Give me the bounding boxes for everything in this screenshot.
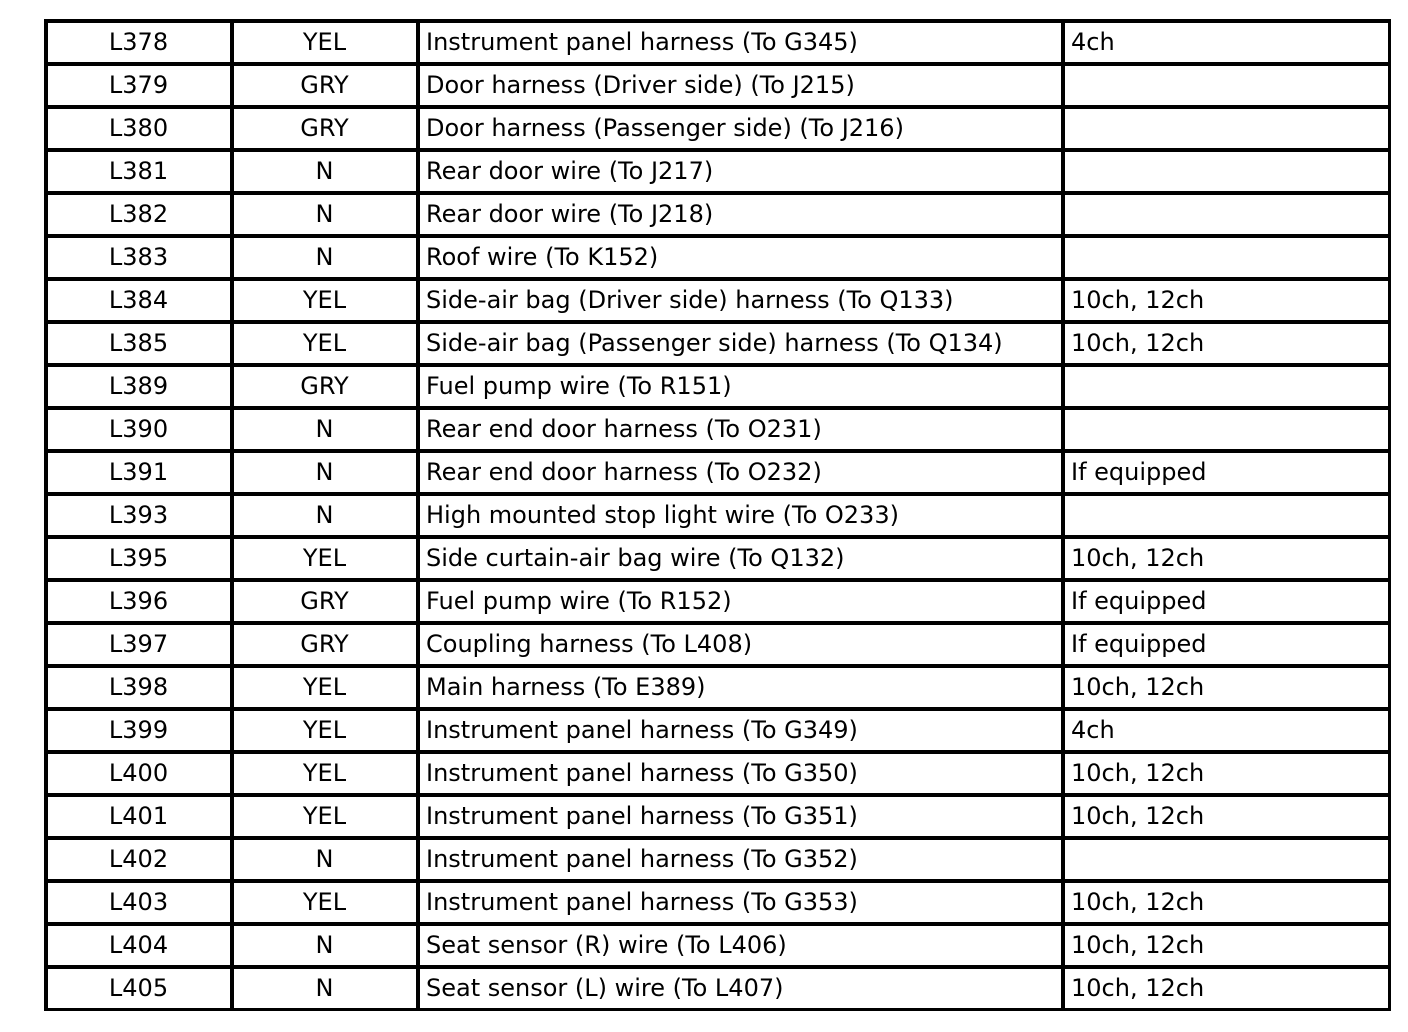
connector-code-cell: L381 bbox=[47, 151, 233, 194]
connector-description-cell: Rear end door harness (To O232) bbox=[419, 452, 1064, 495]
connector-table bbox=[44, 19, 1391, 1011]
connector-code-cell: L403 bbox=[47, 882, 233, 925]
connector-description-cell: Instrument panel harness (To G349) bbox=[419, 710, 1064, 753]
connector-code-cell: L393 bbox=[47, 495, 233, 538]
connector-description-cell: Side-air bag (Driver side) harness (To Q133) bbox=[419, 280, 1064, 323]
connector-description-cell: Main harness (To E389) bbox=[419, 667, 1064, 710]
connector-description-cell: Rear door wire (To J217) bbox=[419, 151, 1064, 194]
connector-code-cell: L399 bbox=[47, 710, 233, 753]
connector-color-cell: GRY bbox=[233, 65, 419, 108]
table-row bbox=[47, 409, 1391, 452]
connector-description-cell: Instrument panel harness (To G350) bbox=[419, 753, 1064, 796]
connector-color-cell: GRY bbox=[233, 108, 419, 151]
table-row bbox=[47, 65, 1391, 108]
connector-code-cell: L401 bbox=[47, 796, 233, 839]
connector-color-cell: YEL bbox=[233, 22, 419, 65]
connector-description-cell: Seat sensor (L) wire (To L407) bbox=[419, 968, 1064, 1011]
table-row bbox=[47, 968, 1391, 1011]
connector-code-cell: L395 bbox=[47, 538, 233, 581]
table-row bbox=[47, 710, 1391, 753]
connector-note-cell: 10ch, 12ch bbox=[1064, 667, 1391, 710]
connector-color-cell: YEL bbox=[233, 538, 419, 581]
connector-description-cell: Side-air bag (Passenger side) harness (To Q134) bbox=[419, 323, 1064, 366]
connector-color-cell: YEL bbox=[233, 280, 419, 323]
connector-description-cell: Instrument panel harness (To G352) bbox=[419, 839, 1064, 882]
table-row bbox=[47, 753, 1391, 796]
connector-note-cell: 10ch, 12ch bbox=[1064, 753, 1391, 796]
table-row bbox=[47, 495, 1391, 538]
table-row bbox=[47, 366, 1391, 409]
connector-note-cell: If equipped bbox=[1064, 624, 1391, 667]
connector-code-cell: L402 bbox=[47, 839, 233, 882]
connector-note-cell: If equipped bbox=[1064, 452, 1391, 495]
table-row bbox=[47, 925, 1391, 968]
connector-code-cell: L380 bbox=[47, 108, 233, 151]
connector-description-cell: Door harness (Passenger side) (To J216) bbox=[419, 108, 1064, 151]
table-row bbox=[47, 624, 1391, 667]
table-row bbox=[47, 108, 1391, 151]
connector-description-cell: Instrument panel harness (To G345) bbox=[419, 22, 1064, 65]
connector-color-cell: N bbox=[233, 151, 419, 194]
connector-code-cell: L390 bbox=[47, 409, 233, 452]
connector-note-cell: 4ch bbox=[1064, 710, 1391, 753]
connector-color-cell: N bbox=[233, 237, 419, 280]
connector-color-cell: N bbox=[233, 839, 419, 882]
table-row bbox=[47, 581, 1391, 624]
connector-code-cell: L384 bbox=[47, 280, 233, 323]
table-row bbox=[47, 839, 1391, 882]
connector-color-cell: N bbox=[233, 925, 419, 968]
table-row bbox=[47, 280, 1391, 323]
connector-note-cell bbox=[1064, 237, 1391, 280]
table-row bbox=[47, 194, 1391, 237]
connector-rows bbox=[47, 22, 1391, 1011]
connector-description-cell: Rear door wire (To J218) bbox=[419, 194, 1064, 237]
connector-description-cell: Rear end door harness (To O231) bbox=[419, 409, 1064, 452]
connector-code-cell: L396 bbox=[47, 581, 233, 624]
connector-code-cell: L383 bbox=[47, 237, 233, 280]
connector-note-cell: 10ch, 12ch bbox=[1064, 323, 1391, 366]
connector-code-cell: L391 bbox=[47, 452, 233, 495]
connector-note-cell bbox=[1064, 495, 1391, 538]
connector-description-cell: Door harness (Driver side) (To J215) bbox=[419, 65, 1064, 108]
table-row bbox=[47, 452, 1391, 495]
connector-color-cell: YEL bbox=[233, 796, 419, 839]
connector-code-cell: L379 bbox=[47, 65, 233, 108]
table-row bbox=[47, 882, 1391, 925]
connector-color-cell: N bbox=[233, 968, 419, 1011]
connector-color-cell: GRY bbox=[233, 366, 419, 409]
connector-note-cell: 10ch, 12ch bbox=[1064, 882, 1391, 925]
connector-color-cell: N bbox=[233, 194, 419, 237]
table-row bbox=[47, 237, 1391, 280]
connector-description-cell: Fuel pump wire (To R151) bbox=[419, 366, 1064, 409]
connector-note-cell: 10ch, 12ch bbox=[1064, 796, 1391, 839]
connector-code-cell: L397 bbox=[47, 624, 233, 667]
connector-description-cell: High mounted stop light wire (To O233) bbox=[419, 495, 1064, 538]
table-row bbox=[47, 151, 1391, 194]
connector-color-cell: YEL bbox=[233, 882, 419, 925]
connector-code-cell: L378 bbox=[47, 22, 233, 65]
connector-description-cell: Fuel pump wire (To R152) bbox=[419, 581, 1064, 624]
connector-description-cell: Instrument panel harness (To G353) bbox=[419, 882, 1064, 925]
connector-description-cell: Instrument panel harness (To G351) bbox=[419, 796, 1064, 839]
connector-code-cell: L385 bbox=[47, 323, 233, 366]
connector-note-cell bbox=[1064, 366, 1391, 409]
connector-code-cell: L389 bbox=[47, 366, 233, 409]
connector-note-cell: 10ch, 12ch bbox=[1064, 925, 1391, 968]
connector-description-cell: Coupling harness (To L408) bbox=[419, 624, 1064, 667]
connector-color-cell: N bbox=[233, 409, 419, 452]
connector-note-cell: 10ch, 12ch bbox=[1064, 968, 1391, 1011]
connector-color-cell: YEL bbox=[233, 667, 419, 710]
connector-description-cell: Seat sensor (R) wire (To L406) bbox=[419, 925, 1064, 968]
connector-note-cell bbox=[1064, 194, 1391, 237]
connector-color-cell: GRY bbox=[233, 624, 419, 667]
table-row bbox=[47, 538, 1391, 581]
connector-code-cell: L398 bbox=[47, 667, 233, 710]
connector-color-cell: N bbox=[233, 452, 419, 495]
connector-code-cell: L405 bbox=[47, 968, 233, 1011]
connector-color-cell: GRY bbox=[233, 581, 419, 624]
connector-note-cell: 10ch, 12ch bbox=[1064, 280, 1391, 323]
connector-color-cell: YEL bbox=[233, 710, 419, 753]
connector-note-cell bbox=[1064, 65, 1391, 108]
connector-color-cell: N bbox=[233, 495, 419, 538]
connector-note-cell bbox=[1064, 108, 1391, 151]
connector-code-cell: L404 bbox=[47, 925, 233, 968]
table-row bbox=[47, 796, 1391, 839]
connector-description-cell: Roof wire (To K152) bbox=[419, 237, 1064, 280]
table-row bbox=[47, 667, 1391, 710]
connector-note-cell bbox=[1064, 151, 1391, 194]
connector-note-cell bbox=[1064, 839, 1391, 882]
connector-code-cell: L400 bbox=[47, 753, 233, 796]
connector-code-cell: L382 bbox=[47, 194, 233, 237]
table-row bbox=[47, 323, 1391, 366]
connector-description-cell: Side curtain-air bag wire (To Q132) bbox=[419, 538, 1064, 581]
connector-note-cell bbox=[1064, 409, 1391, 452]
connector-note-cell: 10ch, 12ch bbox=[1064, 538, 1391, 581]
connector-note-cell: If equipped bbox=[1064, 581, 1391, 624]
connector-color-cell: YEL bbox=[233, 323, 419, 366]
connector-color-cell: YEL bbox=[233, 753, 419, 796]
connector-note-cell: 4ch bbox=[1064, 22, 1391, 65]
table-row bbox=[47, 22, 1391, 65]
